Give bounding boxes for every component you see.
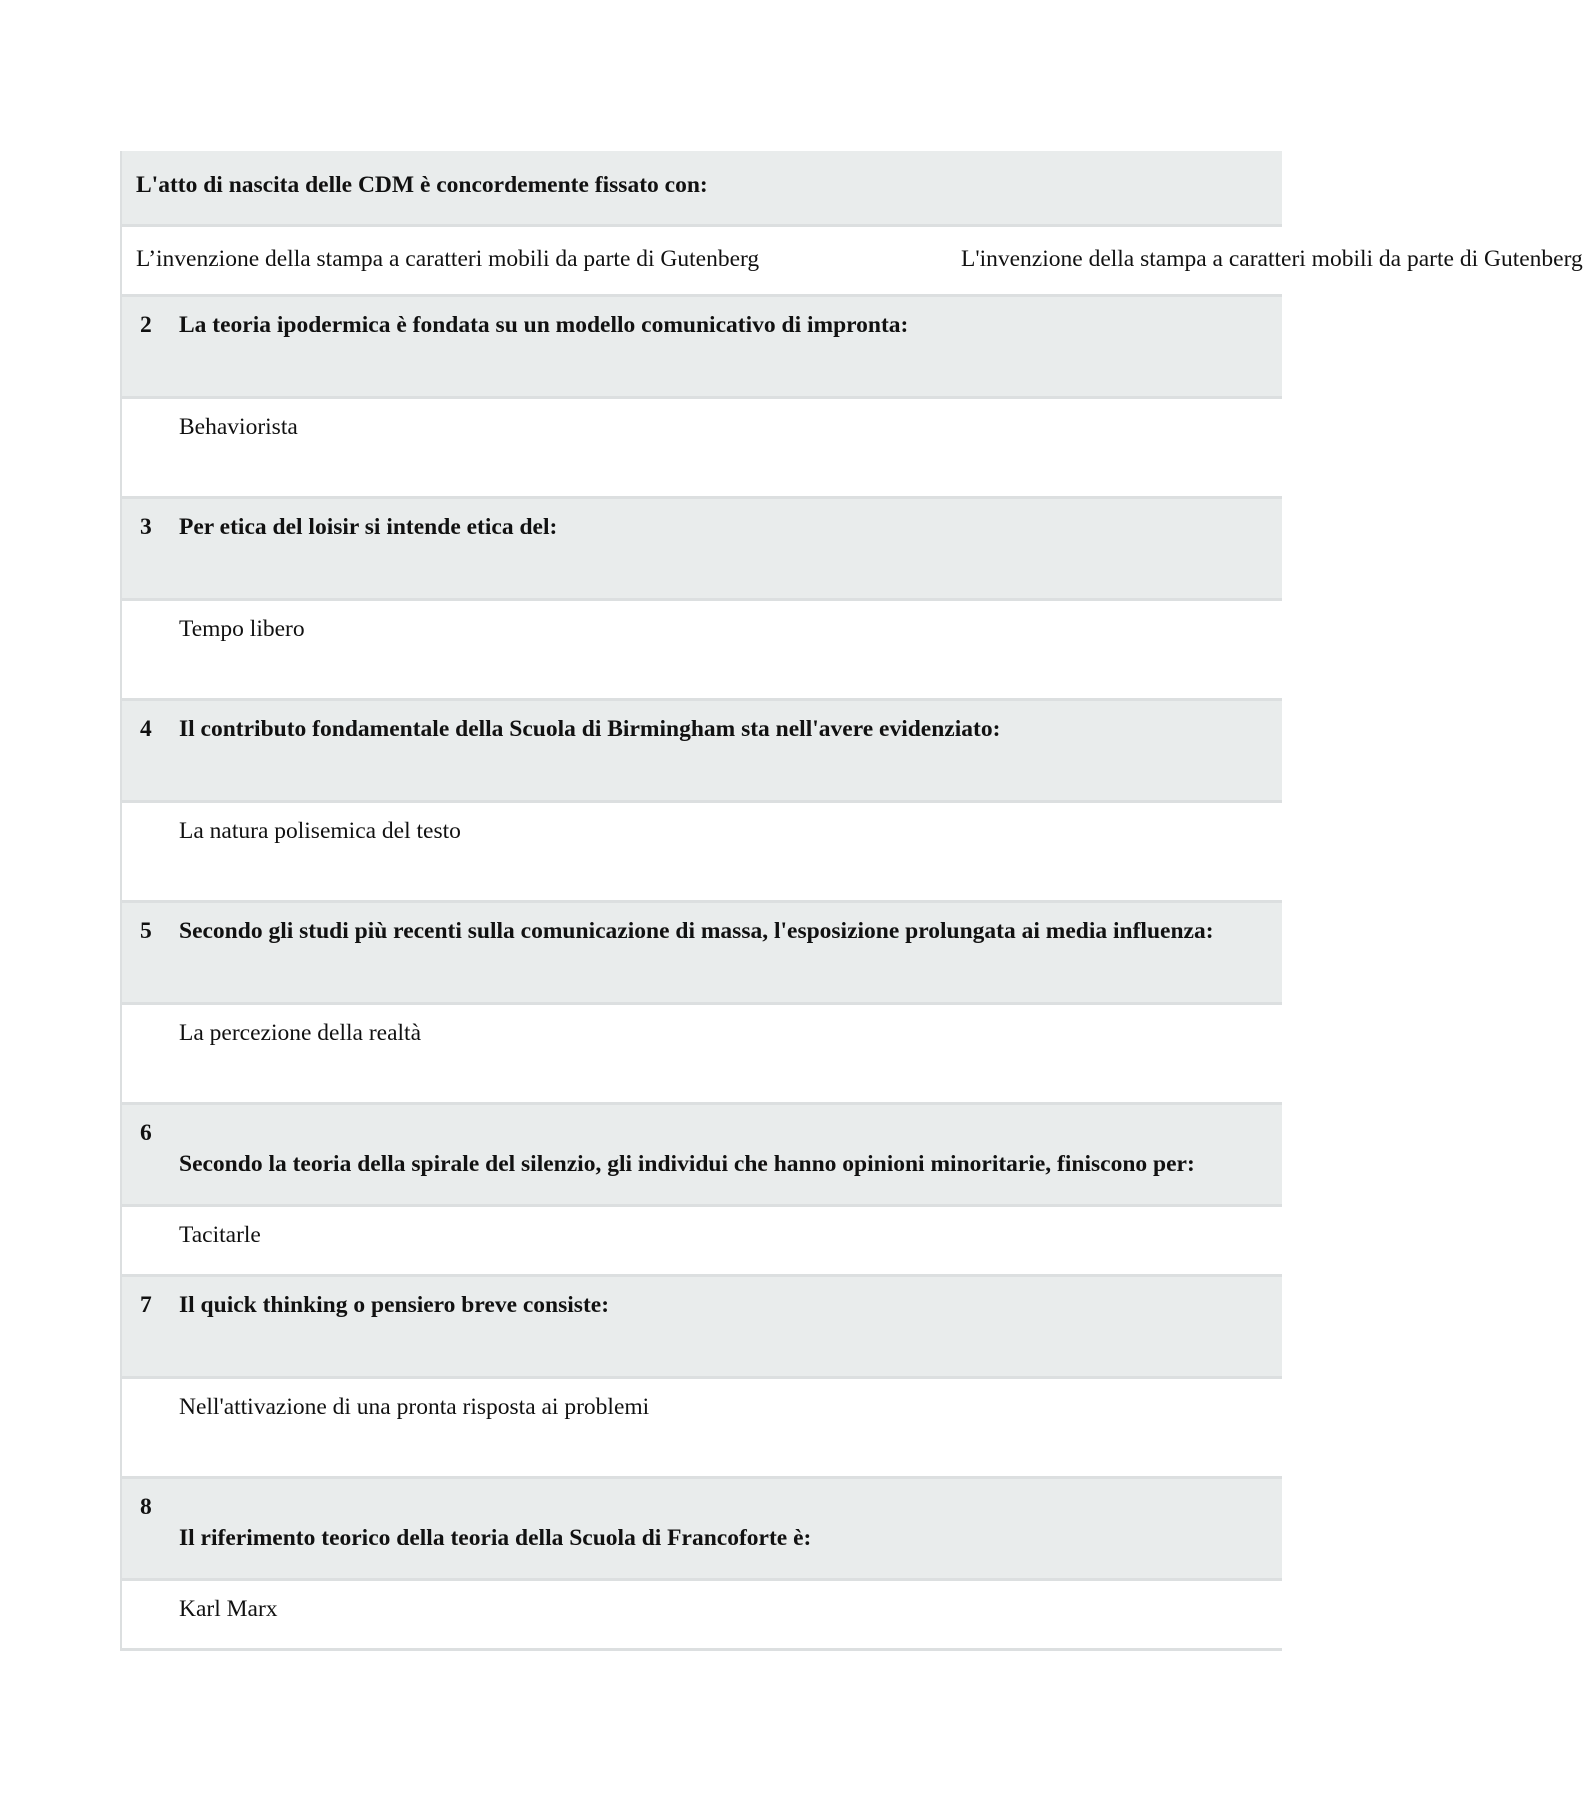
- question-number: 4: [140, 716, 152, 742]
- answer-row: [122, 1581, 1282, 1651]
- question-text: Secondo gli studi più recenti sulla comunicazione di massa, l'esposizione prolungata ai media influenza:: [179, 918, 1214, 944]
- answer-row: [122, 1005, 1282, 1105]
- question-row: [122, 297, 1282, 399]
- question-text: Il riferimento teorico della teoria della Scuola di Francoforte è:: [179, 1525, 812, 1551]
- question-text: Per etica del loisir si intende etica del:: [179, 514, 558, 540]
- question-row: [122, 701, 1282, 803]
- question-row: [122, 903, 1282, 1005]
- question-number: 6: [140, 1120, 152, 1146]
- quiz-table: [120, 151, 1583, 1651]
- question-row: [122, 1105, 1282, 1207]
- question-row: [122, 499, 1282, 601]
- answer-text-repeat: L'invenzione della stampa a caratteri mobili da parte di Gutenberg: [961, 246, 1583, 272]
- answer-text: La natura polisemica del testo: [179, 818, 461, 844]
- answer-text: Tacitarle: [179, 1222, 261, 1248]
- answer-row: [122, 1379, 1282, 1479]
- question-number: 8: [140, 1494, 152, 1520]
- question-number: 5: [140, 918, 152, 944]
- answer-row: [122, 1207, 1282, 1277]
- answer-text: L’invenzione della stampa a caratteri mobili da parte di Gutenberg: [136, 246, 760, 272]
- question-row: [122, 151, 1282, 227]
- question-number: 3: [140, 514, 152, 540]
- answer-row: [122, 601, 1282, 701]
- question-row: [122, 1479, 1282, 1581]
- question-text: Il contributo fondamentale della Scuola di Birmingham sta nell'avere evidenziato:: [179, 716, 1001, 742]
- question-number: 2: [140, 312, 152, 338]
- question-text: Il quick thinking o pensiero breve consiste:: [179, 1292, 610, 1318]
- answer-row: [122, 399, 1282, 499]
- question-text: L'atto di nascita delle CDM è concordemente fissato con:: [136, 172, 708, 198]
- question-row: [122, 1277, 1282, 1379]
- answer-text: Nell'attivazione di una pronta risposta ai problemi: [179, 1394, 650, 1420]
- answer-row: [122, 227, 1583, 297]
- answer-text: Karl Marx: [179, 1596, 278, 1622]
- answer-row: [122, 803, 1282, 903]
- answer-text: Tempo libero: [179, 616, 305, 642]
- answer-text: La percezione della realtà: [179, 1020, 422, 1046]
- question-number: 7: [140, 1292, 152, 1318]
- question-text: La teoria ipodermica è fondata su un modello comunicativo di impronta:: [179, 312, 909, 338]
- question-text: Secondo la teoria della spirale del silenzio, gli individui che hanno opinioni minoritarie, finiscono per:: [179, 1151, 1195, 1177]
- answer-text: Behaviorista: [179, 414, 298, 440]
